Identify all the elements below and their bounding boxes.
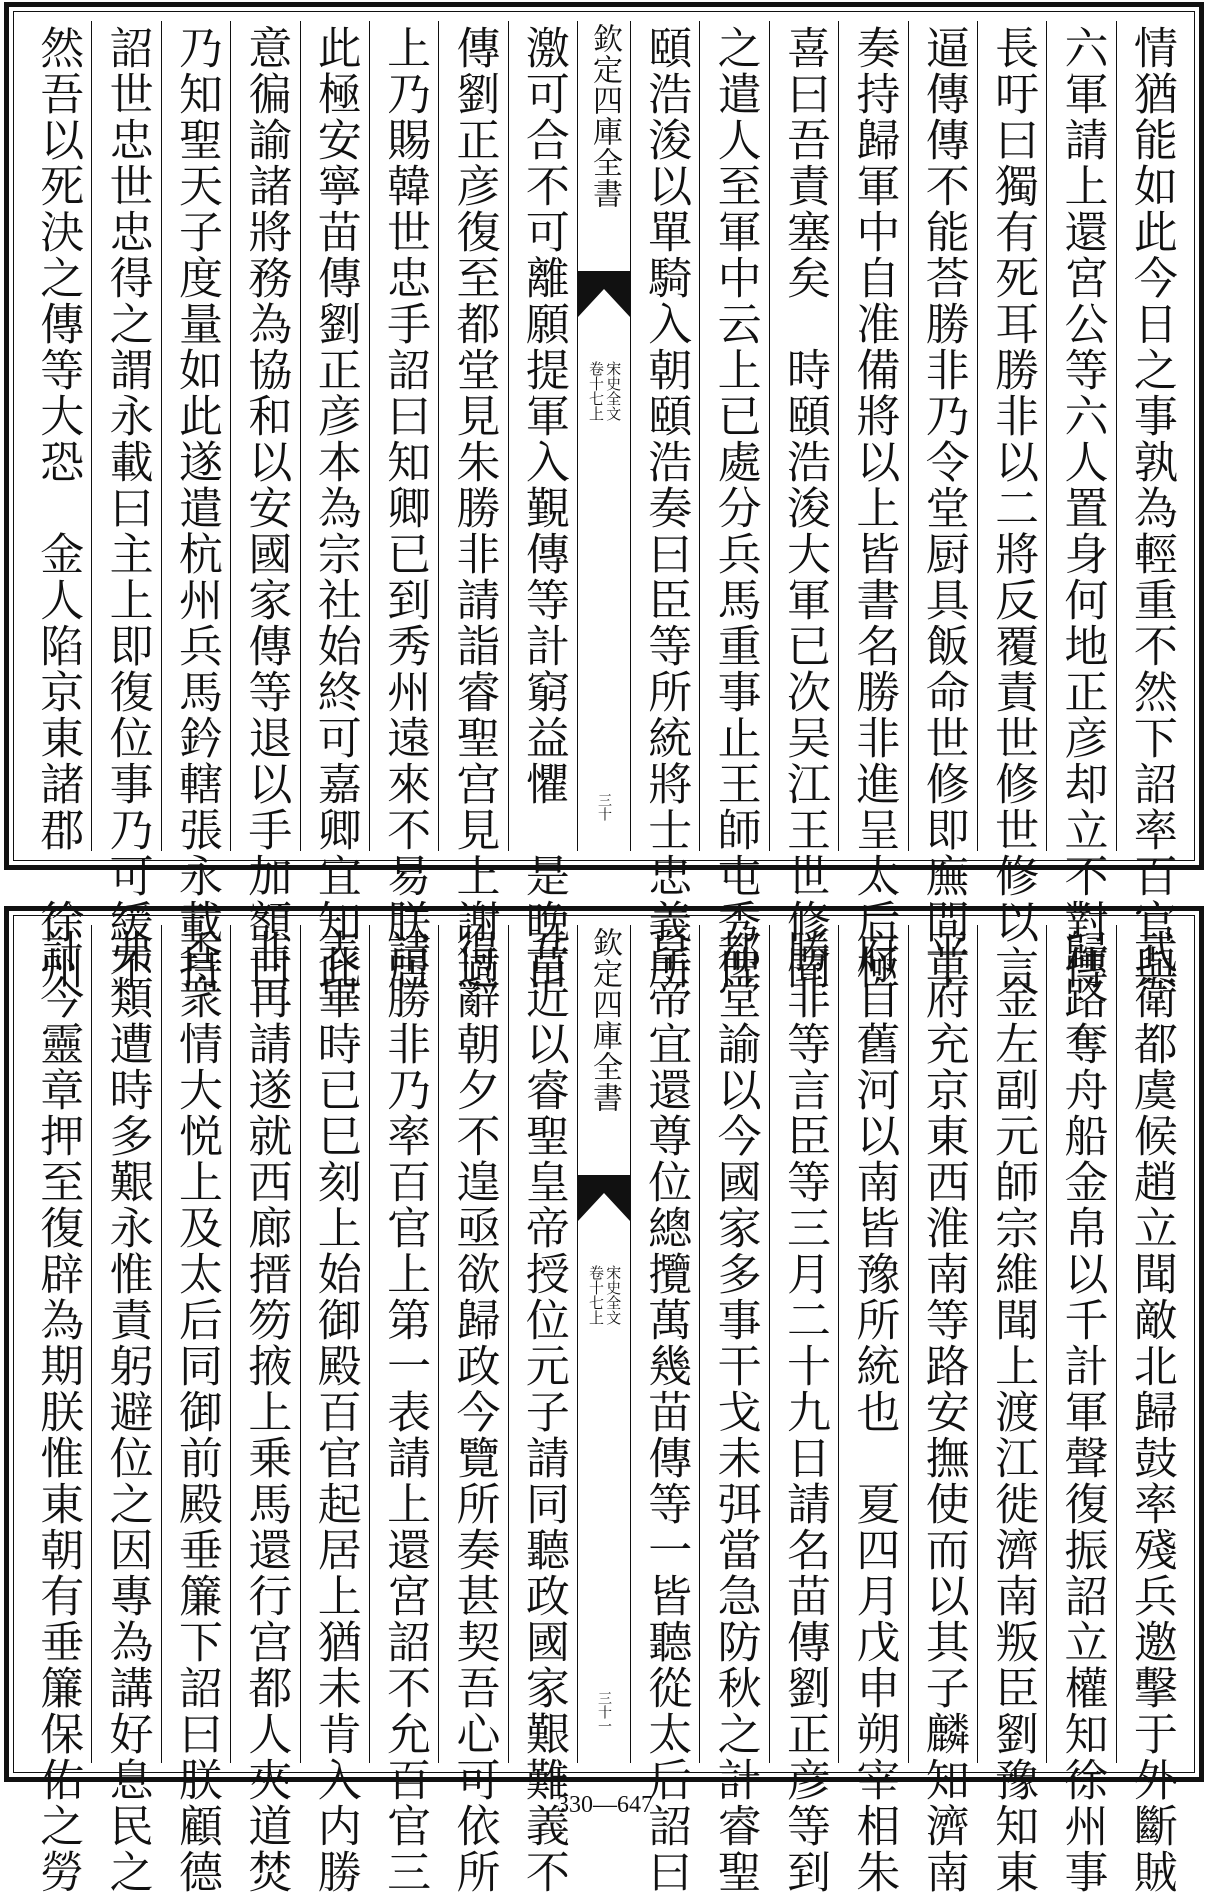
center-book-volume bbox=[587, 1265, 622, 1325]
text-column: 表畢時已巳刻上始御殿百官起居上猶未肯入内勝 bbox=[300, 925, 369, 1763]
text-column: 歸路奪舟船金帛以千計軍聲復振詔立權知徐州事 bbox=[1046, 925, 1115, 1763]
center-page-number: 三十一 bbox=[596, 1691, 612, 1733]
text-column: 乃知聖天子度量如此遂遣杭州兵馬鈐轄張永載持 bbox=[161, 21, 230, 851]
center-volume: 卷十七上 bbox=[587, 1265, 605, 1325]
text-column: 非再請遂就西廊搢笏掖上乗馬還行宫都人夾道焚 bbox=[230, 925, 299, 1763]
text-column: 傳劉正彦復至都堂見朱勝非請詣睿聖宫見上謝過 bbox=[438, 21, 507, 851]
text-column: 奏持歸軍中自准備將以上皆書名勝非進呈太后極 bbox=[838, 21, 907, 851]
text-column: 喜曰吾責塞矣 時頤浩浚大軍已次吴江王世修聞 bbox=[769, 21, 838, 851]
center-page-number: 三十 bbox=[596, 793, 612, 821]
text-column: 此極安寧苗傳劉正彦本為宗社始終可嘉卿宜知此 bbox=[300, 21, 369, 851]
text-column: 都堂諭以今國家多事干戈未弭當急防秋之計睿聖 bbox=[699, 925, 768, 1763]
text-column: 意徧諭諸將務為協和以安國家傳等退以手加額曰 bbox=[230, 21, 299, 851]
text-column: 請勝非乃率百官上第一表請上還宮詔不允百官三 bbox=[369, 925, 438, 1763]
text-column: 府自舊河以南皆豫所統也 夏四月戊申朔宰相朱 bbox=[838, 925, 907, 1763]
text-column: 平府充京東西淮南等路安撫使而以其子麟知濟南 bbox=[908, 925, 977, 1763]
text-column: 武衛都虞候趙立聞敵北歸鼓率殘兵邀擊于外斷賊 bbox=[1116, 925, 1185, 1763]
center-book: 宋史全文 bbox=[604, 1265, 623, 1325]
top-page-frame bbox=[4, 2, 1204, 991]
text-column: 香衆情大悦上及太后同御前殿垂簾下詔曰朕顧德 bbox=[161, 925, 230, 1763]
center-book: 宋史全文 bbox=[604, 361, 623, 421]
text-column: 六軍請上還宮公等六人置身何地正彦却立不對傳 bbox=[1046, 21, 1115, 851]
center-title: 欽定四庫全書 bbox=[587, 23, 622, 209]
text-column: 激可合不可離願提軍入覲傳等計窮益懼 是晚苗 bbox=[508, 21, 577, 851]
center-book-volume bbox=[587, 361, 622, 421]
text-column: 勝非等言臣等三月二十九日請名苗傳劉正彦等到 bbox=[769, 925, 838, 1763]
text-column: 之遣人至軍中云上已處分兵馬重事止王師屯秀俾 bbox=[699, 21, 768, 851]
text-column: 上乃賜韓世忠手詔曰知卿已到秀州遠來不易朕居 bbox=[369, 21, 438, 851]
text-column: 頤浩浚以單騎入朝頤浩奏曰臣等所統將士忠義所 bbox=[630, 21, 699, 851]
page-footer-number: 330—647 bbox=[557, 1792, 653, 1818]
fish-tail-mark bbox=[578, 1175, 630, 1221]
text-column: 詔世忠世忠得之謂永載曰主上即復位事乃可緩不 bbox=[91, 21, 160, 851]
text-column: 得辭朝夕不遑亟欲歸政今覽所奏甚契吾心可依所 bbox=[438, 925, 507, 1763]
text-column: 吾近以睿聖皇帝授位元子請同聽政國家艱難義不 bbox=[508, 925, 577, 1763]
text-column: 逼傳傳不能荅勝非乃令堂厨具飯命世修即廡間草 bbox=[908, 21, 977, 851]
center-fold bbox=[577, 21, 630, 851]
text-column: 皇帝宜還尊位總攬萬幾苗傳等一皆聽從太后詔曰 bbox=[630, 925, 699, 1763]
text-column: 情猶能如此今日之事孰為輕重不然下詔率百官與 bbox=[1116, 21, 1185, 851]
text-column: 計今靈章押至復辟為期朕惟東朝有垂簾保佑之勞 bbox=[32, 929, 84, 1895]
text-column: 長吁曰獨有死耳勝非以二將反覆責世修世修以言 bbox=[977, 21, 1046, 851]
center-title: 欽定四庫全書 bbox=[587, 927, 622, 1113]
fish-tail-mark bbox=[578, 271, 630, 317]
text-column: 然吾以死決之傳等大恐 金人陷京東諸郡 徐州 bbox=[32, 25, 84, 991]
center-volume: 卷十七上 bbox=[587, 361, 605, 421]
center-fold bbox=[577, 925, 630, 1763]
text-column: 金左副元師宗維聞上渡江徙濟南叛臣劉豫知東 bbox=[977, 925, 1046, 1763]
top-page-columns bbox=[23, 21, 1185, 991]
text-column: 弗類遭時多艱永惟責躬避位之因專為講好息民之 bbox=[91, 925, 160, 1763]
